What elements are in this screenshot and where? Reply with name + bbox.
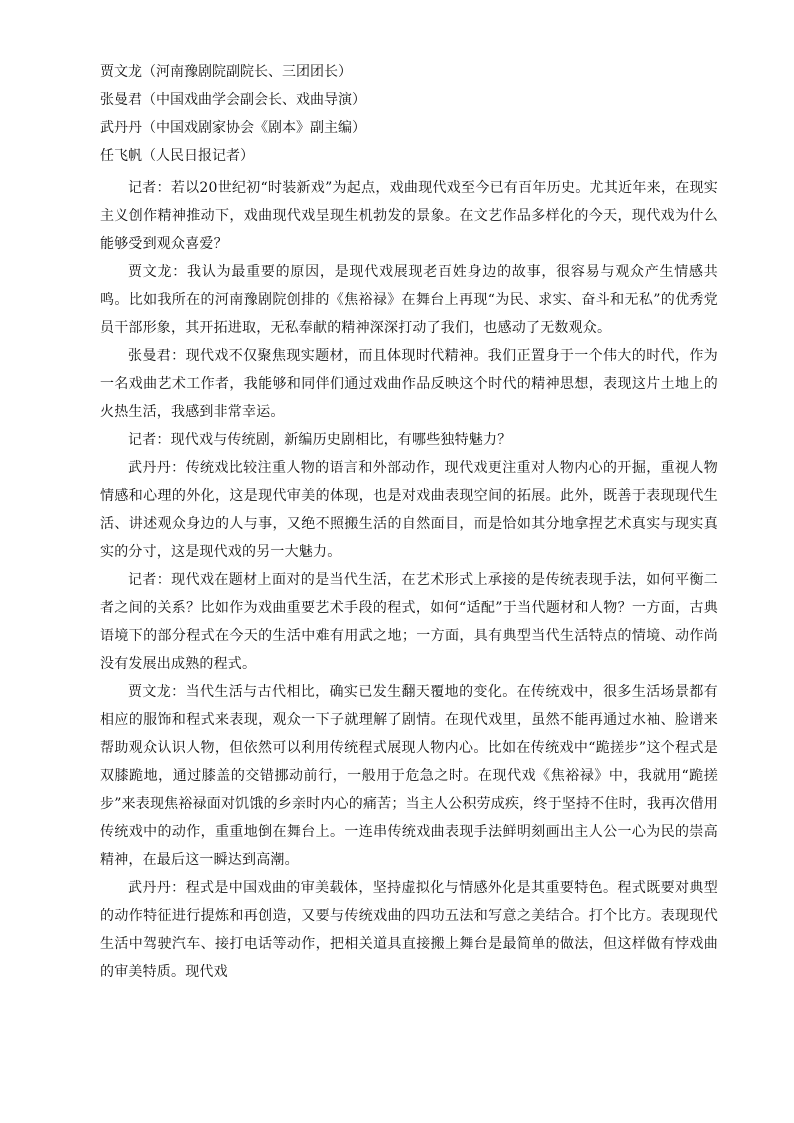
participant-list [100, 62, 718, 166]
document-page [100, 62, 718, 986]
paragraph-1: 记者：若以20世纪初“时装新戏”为起点，戏曲现代戏至今已有百年历史。尤其近年来，在现实主义创作精神推动下，戏曲现代戏呈现生机勃发的景象。在文艺作品多样化的今天，现代戏为什么能够受到观众喜爱？ [100, 180, 718, 252]
participant-2: 张曼君（中国戏曲学会副会长、戏曲导演） [100, 92, 366, 108]
participant-4: 任飞帆（人民日报记者） [100, 148, 254, 164]
paragraph-8: 武丹丹：程式是中国戏曲的审美载体，坚持虚拟化与情感外化是其重要特色。程式既要对典型的动作特征进行提炼和再创造，又要与传统戏曲的四功五法和写意之美结合。打个比方。表现现代生活中驾驶汽车、接打电话等动作，把相关道具直接搬上舞台是最简单的做法，但这样做有悖戏曲的审美特质。现代戏 [100, 880, 718, 980]
paragraph-7: 贾文龙：当代生活与古代相比，确实已发生翻天覆地的变化。在传统戏中，很多生活场景都有相应的服饰和程式来表现，观众一下子就理解了剧情。在现代戏里，虽然不能再通过水袖、脸谱来帮助观众认识人物，但依然可以利用传统程式展现人物内心。比如在传统戏中“跪搓步”这个程式是双膝跪地，通过膝盖的交错挪动前行，一般用于危急之时。在现代戏《焦裕禄》中，我就用“跪搓步”来表现焦裕禄面对饥饿的乡亲时内心的痛苦；当主人公积劳成疾，终于坚持不住时，我再次借用传统戏中的动作，重重地倒在舞台上。一连串传统戏曲表现手法鲜明刻画出主人公一心为民的崇高精神，在最后这一瞬达到高潮。 [100, 684, 718, 868]
participant-1: 贾文龙（河南豫剧院副院长、三团团长） [100, 64, 352, 80]
paragraph-4: 记者：现代戏与传统剧，新编历史剧相比，有哪些独特魅力？ [128, 432, 512, 448]
paragraph-2: 贾文龙：我认为最重要的原因，是现代戏展现老百姓身边的故事，很容易与观众产生情感共鸣。比如我所在的河南豫剧院创排的《焦裕禄》在舞台上再现“为民、求实、奋斗和无私”的优秀党员干部形象，其开拓进取，无私奉献的精神深深打动了我们，也感动了无数观众。 [100, 264, 718, 336]
paragraph-5: 武丹丹：传统戏比较注重人物的语言和外部动作，现代戏更注重对人物内心的开掘，重视人物情感和心理的外化，这是现代审美的体现，也是对戏曲表现空间的拓展。此外，既善于表现现代生活、讲述观众身边的人与事，又绝不照搬生活的自然面目，而是恰如其分地拿捏艺术真实与现实真实的分寸，这是现代戏的另一大魅力。 [100, 460, 718, 560]
participant-3: 武丹丹（中国戏剧家协会《剧本》副主编） [100, 120, 366, 136]
paragraph-3: 张曼君：现代戏不仅聚焦现实题材，而且体现时代精神。我们正置身于一个伟大的时代，作为一名戏曲艺术工作者，我能够和同伴们通过戏曲作品反映这个时代的精神思想，表现这片土地上的火热生活，我感到非常幸运。 [100, 348, 718, 420]
paragraph-6: 记者：现代戏在题材上面对的是当代生活，在艺术形式上承接的是传统表现手法，如何平衡二者之间的关系？比如作为戏曲重要艺术手段的程式，如何“适配”于当代题材和人物？一方面，古典语境下的部分程式在今天的生活中难有用武之地；一方面，具有典型当代生活特点的情境、动作尚没有发展出成熟的程式。 [100, 572, 718, 672]
